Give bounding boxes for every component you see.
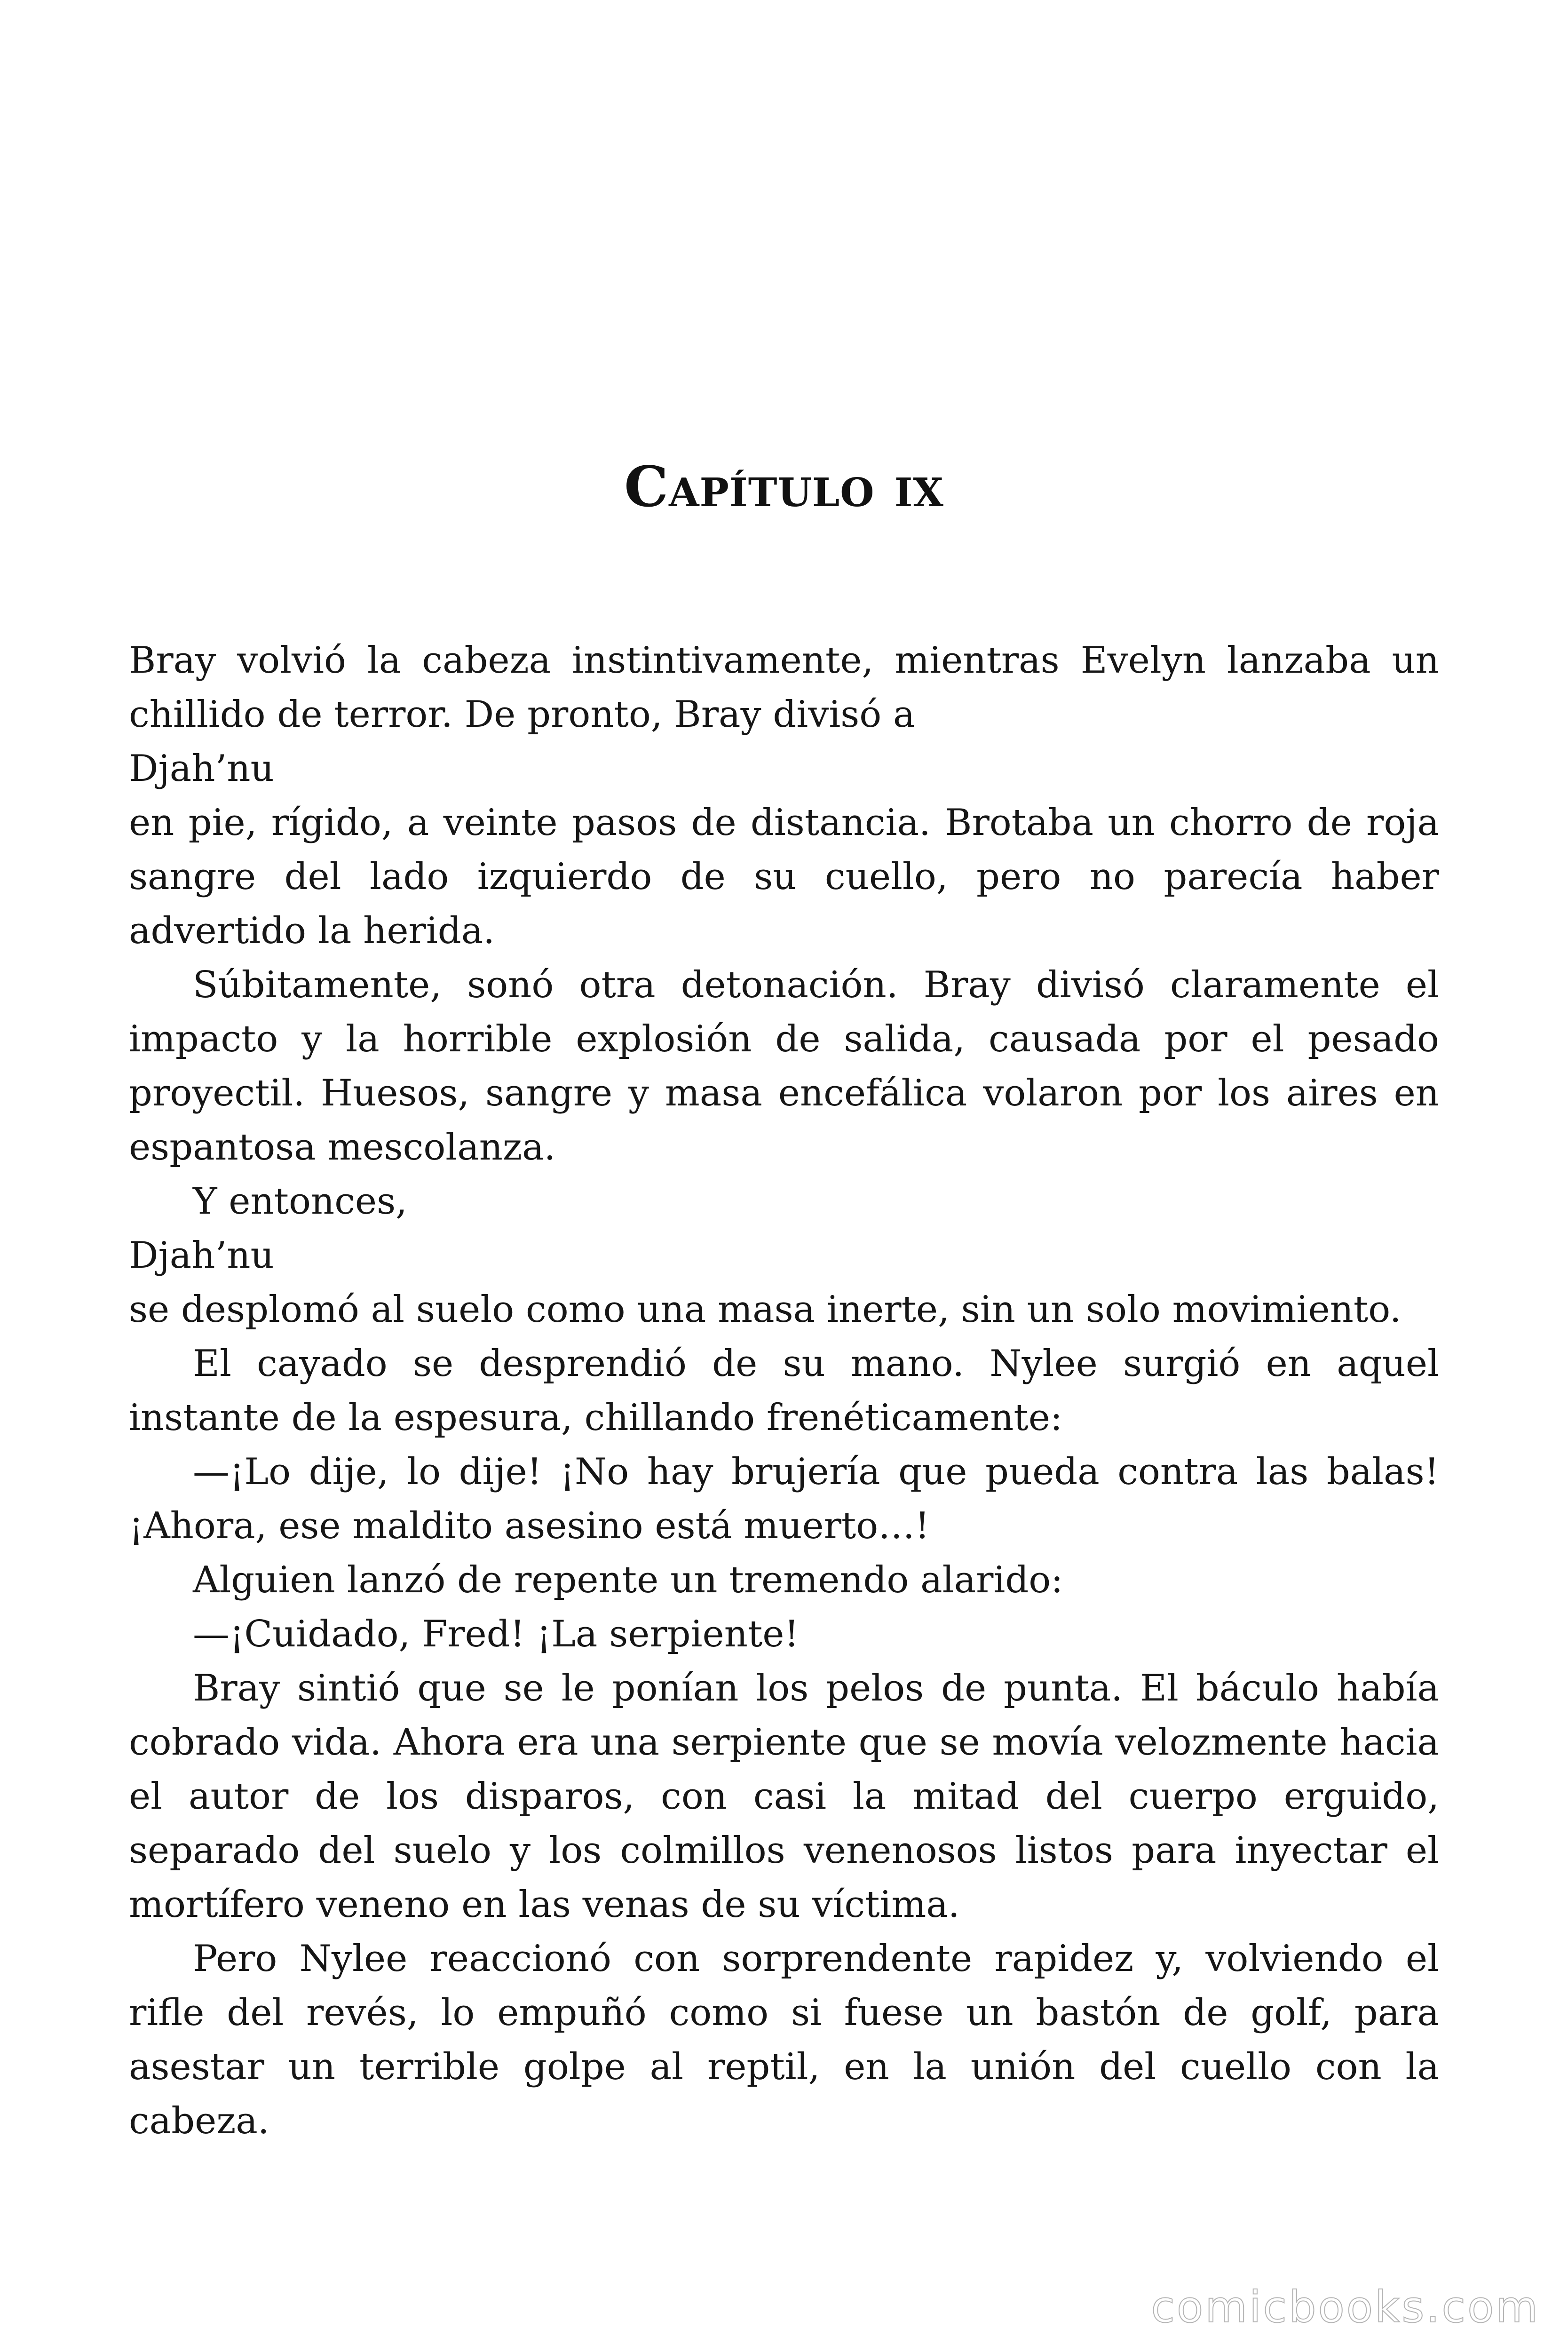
paragraph: Súbitamente, sonó otra detonación. Bray divisó claramente el impacto y la horrible explosión de salida, causada por el pesado proyectil. Huesos, sangre y masa encefálica volaron por los aires en espantosa mescolanza. — [129, 964, 1439, 1168]
chapter-title: Capítulo ix — [624, 454, 944, 519]
paragraph: Y entonces, — [193, 1180, 407, 1223]
paragraph-name-line: Djah’nu — [129, 747, 274, 790]
paragraph: El cayado se desprendió de su mano. Nylee surgió en aquel instante de la espesura, chillando frenéticamente: — [129, 1343, 1439, 1439]
paragraph: Bray volvió la cabeza instintivamente, mientras Evelyn lanzaba un chillido de terror. De pronto, Bray divisó a — [129, 639, 1439, 736]
chapter-body — [129, 634, 1439, 2148]
paragraph: se desplomó al suelo como una masa inerte, sin un solo movimiento. — [129, 1288, 1402, 1331]
dialogue-paragraph: —¡Lo dije, lo dije! ¡No hay brujería que pueda contra las balas! ¡Ahora, ese maldito asesino está muerto…! — [129, 1451, 1439, 1547]
paragraph: en pie, rígido, a veinte pasos de distancia. Brotaba un chorro de roja sangre del lado izquierdo de su cuello, pero no parecía haber advertido la herida. — [129, 802, 1439, 952]
paragraph: Bray sintió que se le ponían los pelos de punta. El báculo había cobrado vida. Ahora era una serpiente que se movía velozmente hacia el autor de los disparos, con casi la mitad del cuerpo erguido, separado del suelo y los colmillos venenosos listos para inyectar el mortífero veneno en las venas de su víctima. — [129, 1667, 1439, 1926]
watermark: comicbooks.com — [1151, 2282, 1540, 2332]
paragraph-name-line: Djah’nu — [129, 1234, 274, 1277]
paragraph: Alguien lanzó de repente un tremendo alarido: — [193, 1559, 1063, 1601]
paragraph: Pero Nylee reaccionó con sorprendente rapidez y, volviendo el rifle del revés, lo empuñó como si fuese un bastón de golf, para asestar un terrible golpe al reptil, en la unión del cuello con la cabeza. — [129, 1938, 1439, 2142]
dialogue-paragraph: —¡Cuidado, Fred! ¡La serpiente! — [193, 1613, 799, 1655]
